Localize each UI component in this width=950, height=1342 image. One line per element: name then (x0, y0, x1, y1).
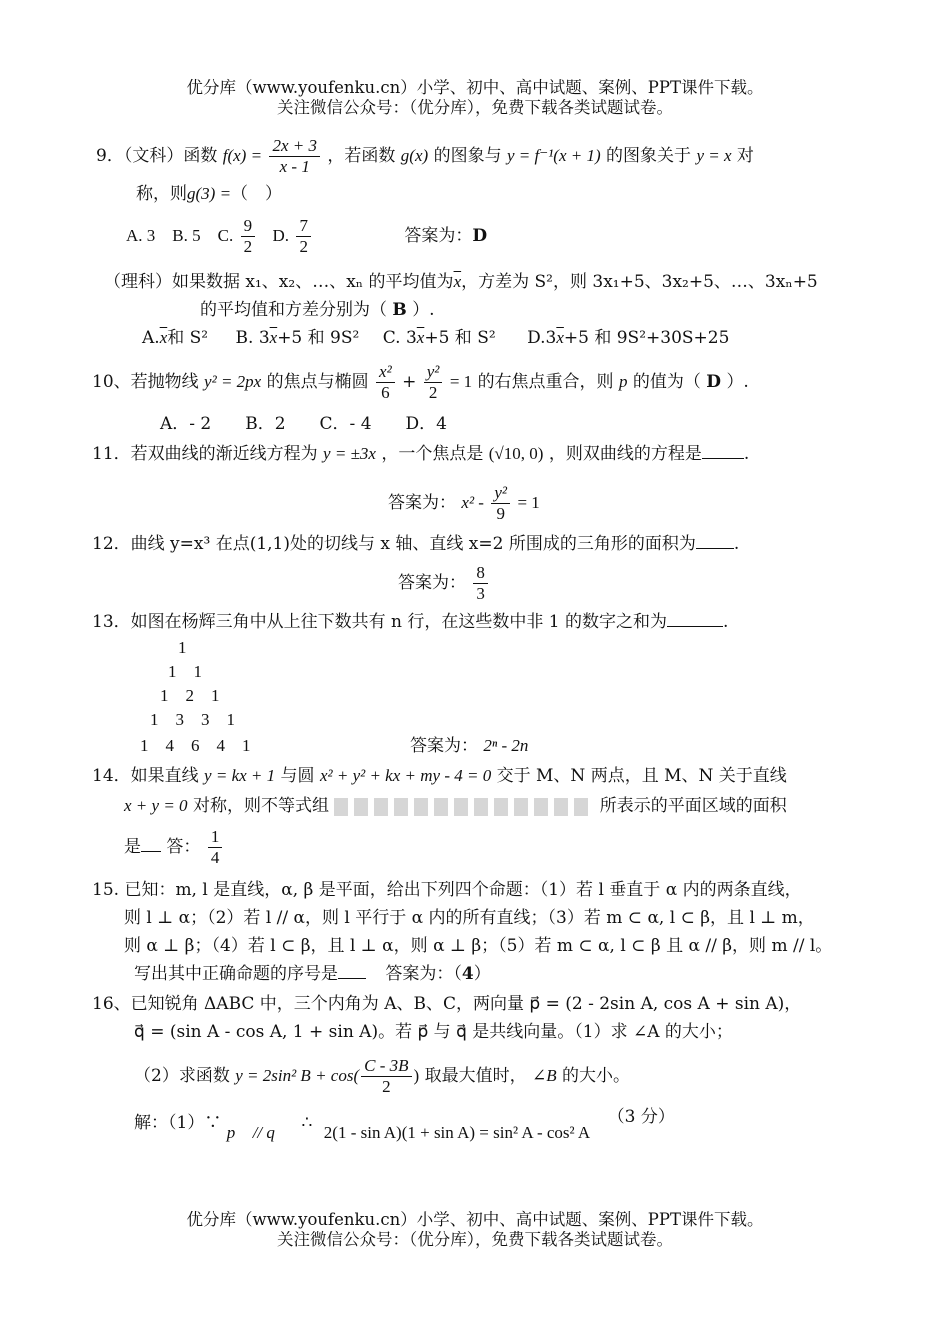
q11-asymptote: y = ±3x (323, 444, 376, 463)
q10-plus: + (402, 372, 417, 392)
q9b-options (142, 326, 729, 350)
q9-option-abc: A. 3 B. 5 C. (126, 226, 234, 245)
pascal-row-1: 1 (178, 638, 187, 657)
q9-d-den: 2 (299, 237, 308, 256)
q16-line-3 (134, 1054, 630, 1098)
q9b-opt-b-xbar: $\overline{x}$ (269, 328, 278, 347)
q9-c-den: 2 (243, 237, 253, 256)
q9-d-num: 7 (296, 216, 311, 237)
q13-answer-label: 答案为： (410, 736, 478, 756)
q12-answer (398, 558, 490, 608)
q9-frac-den: x - 1 (279, 157, 310, 176)
q10-e1-num: x² (376, 362, 395, 383)
q16-function: y = 2sin² B + cos( (235, 1066, 360, 1085)
pascal-row-4: 1 3 3 1 (150, 710, 235, 729)
q9-fraction (269, 136, 320, 177)
q11-ans-num: y² (491, 483, 510, 504)
q16-sol-score: （3 分） (607, 1107, 675, 1127)
q11-ans-frac (491, 483, 510, 524)
q10-e2-den: 2 (428, 383, 438, 402)
q12-blank (696, 548, 734, 549)
q13-line-1: 13．如图在杨辉三角中从上往下数共有 n 行，在这些数中非 1 的数字之和为 . (92, 612, 729, 632)
q9-g3: g(3) = (187, 184, 232, 203)
q16-sol-therefore: ∴ (301, 1113, 313, 1133)
q9-line-2 (136, 182, 282, 206)
q12-ans-num: 8 (473, 563, 488, 584)
q9b-text-1b: ，方差为 S²，则 3x₁+5、3x₂+5、…、3xₙ+5 (461, 272, 818, 292)
q9-text-mid2: 的图象与 (433, 146, 502, 166)
q10-line-1 (92, 360, 749, 404)
q11-text-2: ，一个焦点是 (381, 444, 484, 464)
q9-gx: g(x) (400, 146, 429, 165)
q9b-opt-b: B. 3 (235, 328, 270, 348)
q9-answer-label: 答案为： (404, 226, 473, 246)
q10-p: p (618, 372, 628, 391)
q15-text-4: 写出其中正确命题的序号是 (134, 964, 338, 984)
q10-answer: D (706, 372, 722, 392)
q9b-text-2: 的平均值和方差分别为（ (200, 300, 387, 320)
q10-text-4: 的值为（ (632, 372, 701, 392)
q11-text-1: 11．若双曲线的渐近线方程为 (92, 444, 318, 464)
q9b-opt-a2: 和 S² (167, 328, 209, 348)
pascal-row-2: 1 1 (168, 662, 202, 681)
q9-c-num: 9 (241, 216, 256, 237)
pascal-row-5: 1 4 6 4 1 (140, 736, 251, 755)
q14-line-eq: y = kx + 1 (204, 766, 276, 785)
q16-sol-label: 解：（1）∵ (134, 1113, 222, 1133)
q14-ans-den: 4 (210, 848, 220, 867)
q16-frac-den: 2 (382, 1077, 391, 1096)
q14-line-2 (124, 794, 787, 818)
q10-eq: = 1 (449, 372, 473, 391)
q15-answer-end: ） (473, 964, 491, 984)
q9-option-d-frac (296, 216, 311, 257)
q12-ans-den: 3 (476, 584, 485, 603)
q9-paren: （ ） (231, 184, 283, 204)
q16-sol-pq: p⃗ // q⃗ (226, 1123, 289, 1142)
q12-answer-label: 答案为： (398, 573, 466, 593)
q14-inequality-system (334, 798, 594, 816)
q16-frac-num: C - 3B (361, 1056, 411, 1077)
q14-line-3 (124, 824, 224, 870)
q9-text-tail: 对 (736, 146, 754, 166)
q11-blank (702, 458, 744, 459)
q11-ans-den: 9 (496, 504, 505, 523)
q15-blank (338, 978, 366, 979)
q9b-text-1: （理科）如果数据 x₁、x₂、…、xₙ 的平均值为 (104, 272, 454, 292)
q9b-line-2 (200, 298, 435, 322)
q10-options: A．- 2 B．2 C．- 4 D．4 (160, 414, 447, 434)
q9b-answer: B (392, 300, 407, 320)
q15-line-3: 则 α ⊥ β；（4）若 l ⊂ β，且 l ⊥ α，则 α ⊥ β；（5）若 m ⊂ α, l ⊂ β 且 α // β，则 m // l。 (124, 936, 833, 956)
footer-line-2: 关注微信公众号：（优分库），免费下载各类试题试卷。 (277, 1230, 673, 1249)
q9b-xbar: $\overline{x}$ (453, 272, 462, 291)
q15-answer: 4 (461, 964, 474, 984)
q11-focus: (√10, 0) (488, 444, 544, 463)
q10-text-3: 的右焦点重合，则 (477, 372, 614, 392)
q15-answer-label: 答案为：（ (385, 964, 462, 984)
q16-sol-equation: 2(1 - sin A)(1 + sin A) = sin² A - cos² A (323, 1123, 591, 1142)
q16-close-paren: ) (413, 1066, 420, 1085)
q11-text-3: ，则双曲线的方程是 (548, 444, 702, 464)
q10-text-2: 的焦点与椭圆 (266, 372, 369, 392)
q13-answer-value: 2ⁿ - 2n (483, 736, 529, 755)
q11-line-1: 11．若双曲线的渐近线方程为 y = ±3x ，一个焦点是 (√10, 0) ，则双曲线的方程是 . (92, 444, 750, 464)
q10-e1-den: 6 (381, 383, 390, 402)
q9b-opt-a: A. (142, 328, 160, 348)
q15-line-2: 则 l ⊥ α；（2）若 l // α，则 l 平行于 α 内的所有直线；（3）若 m ⊂ α, l ⊂ β，且 l ⊥ m， (124, 908, 815, 928)
q9b-text-2b: ）. (412, 300, 435, 320)
q9b-opt-c-xbar: $\overline{x}$ (416, 328, 425, 347)
q9-option-c-frac (241, 216, 256, 257)
q9b-opt-d: D.3 (527, 328, 557, 348)
q9b-opt-d2: +5 和 9S²+30S+25 (563, 328, 730, 348)
q15-line-4 (134, 962, 491, 986)
q16-angle-b: ∠B (532, 1066, 557, 1085)
q9-option-d: D. (272, 226, 290, 245)
q9-answer: D (472, 226, 488, 246)
q16-text-3b: 取最大值时， (424, 1066, 527, 1086)
q9b-opt-c: C. 3 (382, 328, 417, 348)
q15-line-1: 15. 已知：m, l 是直线，α, β 是平面，给出下列四个命题：（1）若 l 垂直于 α 内的两条直线， (92, 880, 802, 900)
q14-text-6: 是 (124, 837, 141, 857)
q13-answer (410, 734, 528, 758)
header-line-2: 关注微信公众号：（优分库），免费下载各类试题试卷。 (277, 98, 673, 117)
q9b-opt-b2: +5 和 9S² (277, 328, 360, 348)
q16-solution (134, 1107, 675, 1142)
q9b-opt-a-xbar: $\overline{x}$ (159, 328, 168, 347)
q11-answer (388, 478, 540, 528)
q16-line-2: q⃗ = (sin A - cos A, 1 + sin A)。若 p⃗ 与 q⃗ 是共线向量。（1）求 ∠A 的大小； (134, 1022, 733, 1042)
q14-text-5: 所表示的平面区域的面积 (599, 796, 787, 816)
q11-ans-x: x² - (461, 493, 484, 512)
q14-text-3: 交于 M、N 两点，且 M、N 关于直线 (496, 766, 787, 786)
q12-ans-frac (473, 563, 488, 604)
q11-ans-eq: = 1 (517, 493, 540, 512)
q16-text-3a: （2）求函数 (134, 1066, 230, 1086)
q14-text-1: 14．如果直线 (92, 766, 199, 786)
q14-ans-frac (208, 827, 223, 868)
q9-options (126, 214, 487, 258)
q14-text-4: 对称，则不等式组 (192, 796, 329, 816)
q16-line-1: 16、已知锐角 ΔABC 中，三个内角为 A、B、C，两向量 p⃗ = (2 - 2sin A, cos A + sin A)， (92, 994, 802, 1014)
q12-text: 12．曲线 y=x³ 在点(1,1)处的切线与 x 轴、直线 x=2 所围成的三角形的面积为 (92, 534, 696, 554)
header-line-1: 优分库（www.youfenku.cn）小学、初中、高中试题、案例、PPT课件下载。 (186, 78, 764, 97)
q14-ans-num: 1 (208, 827, 223, 848)
q10-text-1: 10、若抛物线 (92, 372, 199, 392)
q10-parabola: y² = 2px (204, 372, 262, 391)
q10-e2-num: y² (424, 362, 443, 383)
q13-blank (667, 626, 723, 627)
pascal-row-3: 1 2 1 (160, 686, 220, 705)
q14-text-2: 与圆 (280, 766, 315, 786)
q9-frac-num: 2x + 3 (269, 136, 320, 157)
q16-text-3c: 的大小。 (562, 1066, 631, 1086)
q14-circle-eq: x² + y² + kx + my - 4 = 0 (319, 766, 492, 785)
q9b-line-1 (104, 270, 818, 294)
q14-blank (141, 851, 161, 852)
q9-inverse: y = f⁻¹(x + 1) (506, 146, 601, 165)
q9b-opt-c2: +5 和 S² (424, 328, 496, 348)
q14-ans-label: 答： (166, 837, 201, 857)
q9-text-mid3: 的图象关于 (606, 146, 692, 166)
q9-yx: y = x (696, 146, 732, 165)
q16-frac (361, 1056, 411, 1097)
q14-line-1 (92, 764, 787, 788)
q10-ellipse-frac-2 (424, 362, 443, 403)
q9-line2-text: 称，则 (136, 184, 187, 204)
q12-line-1: 12．曲线 y=x³ 在点(1,1)处的切线与 x 轴、直线 x=2 所围成的三角形的面积为 . (92, 534, 740, 554)
q13-text: 13．如图在杨辉三角中从上往下数共有 n 行，在这些数中非 1 的数字之和为 (92, 612, 668, 632)
q14-sym-line: x + y = 0 (124, 796, 188, 815)
q9-fx: f(x) = (222, 146, 263, 165)
q9b-opt-d-xbar: $\overline{x}$ (556, 328, 564, 347)
q9-text-mid: ，若函数 (327, 146, 396, 166)
q9-line-1 (96, 136, 754, 177)
q9-label: 9．（文科）函数 (96, 146, 218, 166)
footer-line-1: 优分库（www.youfenku.cn）小学、初中、高中试题、案例、PPT课件下载。 (186, 1210, 764, 1229)
q10-ellipse-frac-1 (376, 362, 395, 403)
q10-text-5: ）. (726, 372, 749, 392)
q11-answer-label: 答案为： (388, 493, 456, 513)
